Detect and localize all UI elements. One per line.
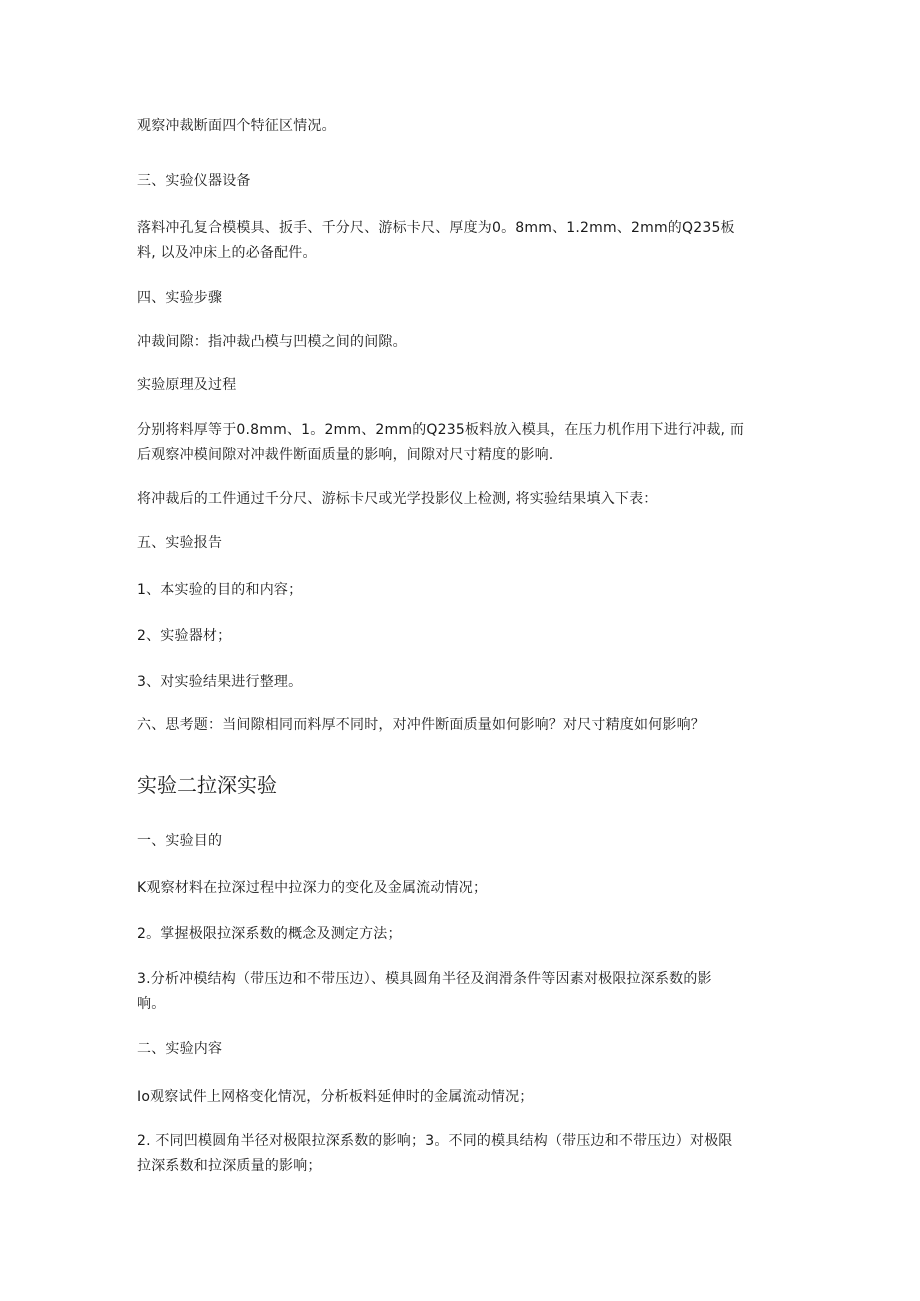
section-heading-report: 五、实验报告 bbox=[137, 535, 223, 551]
paragraph-equipment-line-2: 料, 以及冲床上的必备配件。 bbox=[137, 245, 317, 261]
paragraph-observe-sections: 观察冲裁断面四个特征区情况。 bbox=[137, 118, 336, 134]
paragraph-procedure-line-1: 分别将料厚等于0.8mm、1。2mm、2mm的Q235板料放入模具，在压力机作用下进行冲裁, 而 bbox=[137, 422, 745, 438]
list-item-analysis-line-2: 响。 bbox=[137, 996, 166, 1012]
list-item-limit-coefficient: 2。掌握极限拉深系数的概念及测定方法； bbox=[137, 926, 402, 942]
section-heading-equipment: 三、实验仪器设备 bbox=[137, 173, 251, 189]
experiment-two-title: 实验二拉深实验 bbox=[137, 773, 277, 797]
paragraph-equipment-line-1: 落料冲孔复合模模具、扳手、千分尺、游标卡尺、厚度为0。8mm、1.2mm、2mm的Q235板 bbox=[137, 220, 735, 236]
list-item-die-radius-line-1: 2. 不同凹模圆角半径对极限拉深系数的影响；3。不同的模具结构（带压边和不带压边）对极限 bbox=[137, 1133, 733, 1149]
subheading-principle: 实验原理及过程 bbox=[137, 377, 237, 393]
list-item-analysis-line-1: 3.分析冲模结构（带压边和不带压边）、模具圆角半径及润滑条件等因素对极限拉深系数的影 bbox=[137, 971, 712, 987]
section-heading-questions: 六、思考题：当间隙相同而料厚不同时，对冲件断面质量如何影响？对尺寸精度如何影响？ bbox=[137, 717, 705, 733]
paragraph-clearance-definition: 冲裁间隙：指冲裁凸模与凹模之间的间隙。 bbox=[137, 334, 407, 350]
section-heading-steps: 四、实验步骤 bbox=[137, 290, 223, 306]
paragraph-procedure-line-2: 后观察冲模间隙对冲裁件断面质量的影响，间隙对尺寸精度的影响. bbox=[137, 447, 554, 463]
list-item-observe-force: K观察材料在拉深过程中拉深力的变化及金属流动情况； bbox=[137, 880, 488, 896]
paragraph-measurement: 将冲裁后的工件通过千分尺、游标卡尺或光学投影仪上检测, 将实验结果填入下表： bbox=[137, 491, 658, 507]
section-heading-purpose: 一、实验目的 bbox=[137, 833, 223, 849]
section-heading-content: 二、实验内容 bbox=[137, 1041, 223, 1057]
list-item-purpose: 1、本实验的目的和内容； bbox=[137, 582, 303, 598]
list-item-results: 3、对实验结果进行整理。 bbox=[137, 674, 303, 690]
list-item-die-radius-line-2: 拉深系数和拉深质量的影响； bbox=[137, 1158, 322, 1174]
list-item-equipment: 2、实验器材； bbox=[137, 628, 232, 644]
list-item-grid-observation: Io观察试件上网格变化情况，分析板料延伸时的金属流动情况； bbox=[137, 1089, 534, 1105]
